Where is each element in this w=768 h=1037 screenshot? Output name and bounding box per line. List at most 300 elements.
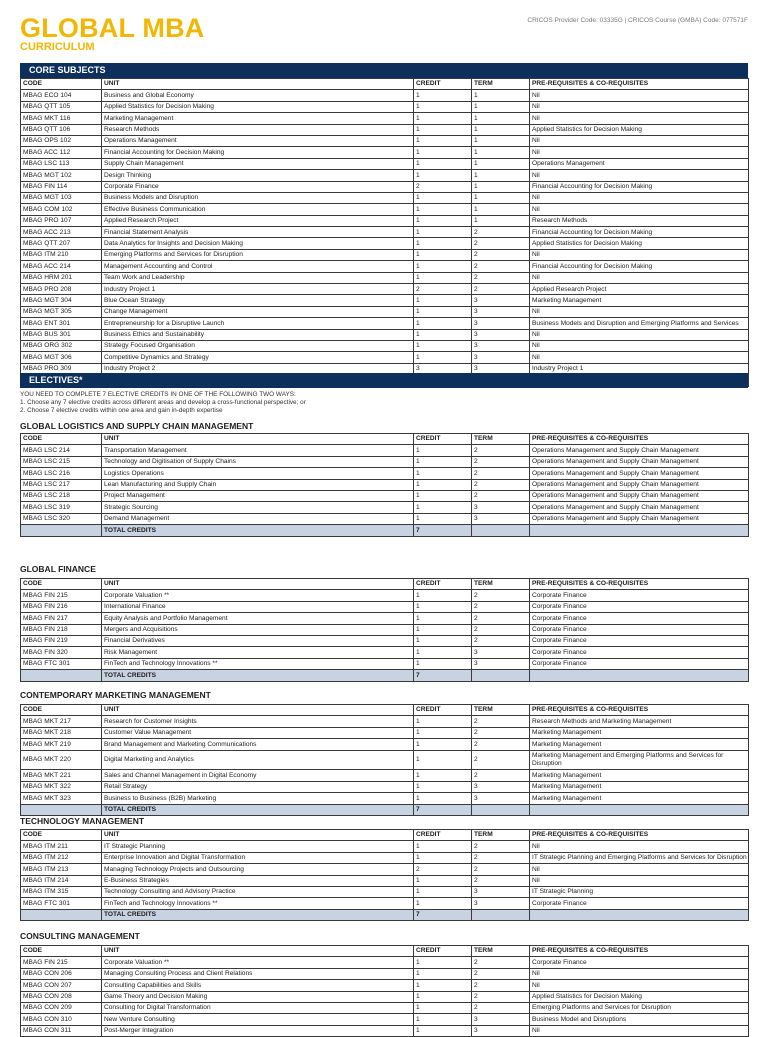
table-row — [21, 727, 749, 738]
cell-term: 3 — [472, 647, 530, 658]
table-row — [21, 624, 749, 635]
cell-unit: Strategy Focused Organisation — [102, 340, 414, 351]
cell-credit: 1 — [414, 991, 472, 1002]
cell-term: 2 — [472, 590, 530, 601]
cell-code: MBAG LSC 319 — [21, 502, 102, 513]
cell-prereq: Corporate Finance — [530, 658, 749, 669]
cell-prereq: Applied Statistics for Decision Making — [530, 124, 749, 135]
cell-code: MBAG ITM 210 — [21, 249, 102, 260]
cell-code: MBAG ORG 302 — [21, 340, 102, 351]
cell-credit: 1 — [414, 204, 472, 215]
cell-prereq: Nil — [530, 329, 749, 340]
column-header-code: CODE — [21, 946, 102, 957]
cell-prereq: Applied Statistics for Decision Making — [530, 238, 749, 249]
cell-prereq: Marketing Management — [530, 781, 749, 792]
cell-code: MBAG CON 206 — [21, 968, 102, 979]
cell-code: MBAG LSC 217 — [21, 479, 102, 490]
column-header-term: TERM — [472, 434, 530, 445]
cell-credit: 1 — [414, 886, 472, 897]
cell-term: 3 — [472, 502, 530, 513]
cell-credit: 2 — [414, 181, 472, 192]
cell-credit: 1 — [414, 340, 472, 351]
cell-prereq: Nil — [530, 306, 749, 317]
table-header-row — [21, 705, 749, 716]
total-empty-cell — [530, 525, 749, 536]
cell-unit: Industry Project 1 — [102, 284, 414, 295]
column-header-prereq: PRE-REQUISITES & CO-REQUISITES — [530, 830, 749, 841]
table-row — [21, 479, 749, 490]
cell-credit: 1 — [414, 249, 472, 260]
table-row — [21, 739, 749, 750]
cell-unit: Financial Derivatives — [102, 635, 414, 646]
total-empty-cell — [21, 909, 102, 920]
cell-term: 1 — [472, 113, 530, 124]
cell-term: 2 — [472, 1002, 530, 1013]
cell-prereq: Research Methods and Marketing Management — [530, 716, 749, 727]
cell-prereq: Nil — [530, 249, 749, 260]
cell-term: 3 — [472, 295, 530, 306]
cell-prereq: Corporate Finance — [530, 590, 749, 601]
cell-prereq: Business Model and Disruptions — [530, 1014, 749, 1025]
cell-credit: 2 — [414, 284, 472, 295]
cell-prereq: Emerging Platforms and Services for Disruption — [530, 1002, 749, 1013]
table-row — [21, 135, 749, 146]
cell-code: MBAG ACC 214 — [21, 261, 102, 272]
table-row — [21, 502, 749, 513]
cell-code: MBAG BUS 301 — [21, 329, 102, 340]
cell-term: 2 — [472, 635, 530, 646]
cell-credit: 1 — [414, 261, 472, 272]
table-row — [21, 329, 749, 340]
cell-prereq: Financial Accounting for Decision Making — [530, 181, 749, 192]
cell-credit: 1 — [414, 647, 472, 658]
cell-term: 3 — [472, 513, 530, 524]
cell-code: MBAG LSC 216 — [21, 468, 102, 479]
column-header-code: CODE — [21, 579, 102, 590]
cell-prereq: Nil — [530, 113, 749, 124]
cell-credit: 1 — [414, 793, 472, 804]
table-row — [21, 770, 749, 781]
cell-term: 3 — [472, 781, 530, 792]
table-header-row — [21, 579, 749, 590]
cell-prereq: Nil — [530, 147, 749, 158]
table-row — [21, 340, 749, 351]
cell-prereq: Corporate Finance — [530, 647, 749, 658]
cell-prereq: Operations Management and Supply Chain Management — [530, 490, 749, 501]
total-credits-row — [21, 804, 749, 815]
table-row — [21, 238, 749, 249]
cell-credit: 1 — [414, 852, 472, 863]
cell-term: 2 — [472, 841, 530, 852]
table-row — [21, 750, 749, 770]
cell-prereq: Marketing Management and Emerging Platforms and Services for Disruption — [530, 750, 749, 770]
table-row — [21, 272, 749, 283]
total-empty-cell — [472, 909, 530, 920]
cell-prereq: Operations Management and Supply Chain Management — [530, 468, 749, 479]
cell-unit: Demand Management — [102, 513, 414, 524]
cell-prereq: Nil — [530, 340, 749, 351]
cell-term: 3 — [472, 306, 530, 317]
column-header-term: TERM — [472, 946, 530, 957]
cell-prereq: Corporate Finance — [530, 898, 749, 909]
column-header-credit: CREDIT — [414, 579, 472, 590]
cell-term: 3 — [472, 352, 530, 363]
cell-credit: 1 — [414, 624, 472, 635]
column-header-credit: CREDIT — [414, 830, 472, 841]
cell-credit: 1 — [414, 750, 472, 770]
cell-unit: Marketing Management — [102, 113, 414, 124]
cell-credit: 1 — [414, 147, 472, 158]
cell-credit: 1 — [414, 590, 472, 601]
cell-prereq: Operations Management and Supply Chain Management — [530, 479, 749, 490]
cell-prereq: Corporate Finance — [530, 957, 749, 968]
cell-unit: Sales and Channel Management in Digital Economy — [102, 770, 414, 781]
cell-term: 1 — [472, 135, 530, 146]
table-row — [21, 781, 749, 792]
marketing-heading: CONTEMPORARY MARKETING MANAGEMENT — [20, 690, 211, 700]
cell-term: 1 — [472, 90, 530, 101]
cell-term: 3 — [472, 318, 530, 329]
page-header — [20, 0, 748, 62]
cell-unit: Supply Chain Management — [102, 158, 414, 169]
cell-unit: Business Models and Disruption — [102, 192, 414, 203]
cell-prereq: Operations Management — [530, 158, 749, 169]
table-row — [21, 352, 749, 363]
cell-unit: Lean Manufacturing and Supply Chain — [102, 479, 414, 490]
cell-term: 2 — [472, 613, 530, 624]
cell-credit: 2 — [414, 864, 472, 875]
cell-unit: Consulting for Digital Transformation — [102, 1002, 414, 1013]
column-header-code: CODE — [21, 705, 102, 716]
cell-prereq: Nil — [530, 170, 749, 181]
table-row — [21, 170, 749, 181]
cell-credit: 1 — [414, 513, 472, 524]
cell-term: 2 — [472, 261, 530, 272]
total-empty-cell — [530, 804, 749, 815]
cell-prereq: Nil — [530, 272, 749, 283]
cell-unit: International Finance — [102, 601, 414, 612]
table-row — [21, 295, 749, 306]
cell-credit: 1 — [414, 1002, 472, 1013]
cell-term: 2 — [472, 249, 530, 260]
cell-prereq: Corporate Finance — [530, 613, 749, 624]
cell-term: 2 — [472, 445, 530, 456]
finance-heading: GLOBAL FINANCE — [20, 564, 96, 574]
cell-code: MBAG FIN 217 — [21, 613, 102, 624]
cell-code: MBAG LSC 215 — [21, 456, 102, 467]
cell-credit: 1 — [414, 898, 472, 909]
cell-credit: 1 — [414, 727, 472, 738]
cell-term: 1 — [472, 147, 530, 158]
cell-unit: Corporate Valuation ** — [102, 957, 414, 968]
cell-credit: 1 — [414, 980, 472, 991]
column-header-prereq: PRE-REQUISITES & CO-REQUISITES — [530, 946, 749, 957]
cell-credit: 1 — [414, 215, 472, 226]
cell-credit: 1 — [414, 135, 472, 146]
column-header-unit: UNIT — [102, 79, 414, 90]
total-empty-cell — [472, 525, 530, 536]
cell-code: MBAG FIN 215 — [21, 590, 102, 601]
cell-code: MBAG FTC 301 — [21, 658, 102, 669]
cell-code: MBAG QTT 105 — [21, 101, 102, 112]
cell-term: 2 — [472, 479, 530, 490]
column-header-prereq: PRE-REQUISITES & CO-REQUISITES — [530, 79, 749, 90]
table-row — [21, 968, 749, 979]
cell-code: MBAG PRO 309 — [21, 363, 102, 374]
cell-term: 3 — [472, 329, 530, 340]
cell-term: 2 — [472, 727, 530, 738]
cell-term: 3 — [472, 658, 530, 669]
cell-unit: Brand Management and Marketing Communications — [102, 739, 414, 750]
cell-unit: Customer Value Management — [102, 727, 414, 738]
cell-term: 3 — [472, 886, 530, 897]
cell-code: MBAG COM 102 — [21, 204, 102, 215]
cell-unit: Corporate Finance — [102, 181, 414, 192]
cell-code: MBAG FIN 320 — [21, 647, 102, 658]
cell-unit: Risk Management — [102, 647, 414, 658]
cell-prereq: IT Strategic Planning and Emerging Platforms and Services for Disruption — [530, 852, 749, 863]
cell-credit: 1 — [414, 781, 472, 792]
table-row — [21, 1025, 749, 1036]
cell-code: MBAG MKT 218 — [21, 727, 102, 738]
cell-unit: IT Strategic Planning — [102, 841, 414, 852]
cell-term: 2 — [472, 875, 530, 886]
cell-credit: 1 — [414, 170, 472, 181]
cell-code: MBAG MGT 102 — [21, 170, 102, 181]
table-row — [21, 601, 749, 612]
column-header-unit: UNIT — [102, 705, 414, 716]
table-row — [21, 864, 749, 875]
cell-code: MBAG ECO 104 — [21, 90, 102, 101]
core-subjects-table — [20, 78, 749, 387]
logistics-table — [20, 433, 749, 537]
technology-heading: TECHNOLOGY MANAGEMENT — [20, 816, 145, 826]
cell-prereq: Corporate Finance — [530, 624, 749, 635]
table-row — [21, 841, 749, 852]
cell-prereq: Applied Statistics for Decision Making — [530, 991, 749, 1002]
cell-unit: Digital Marketing and Analytics — [102, 750, 414, 770]
cell-code: MBAG QTT 106 — [21, 124, 102, 135]
column-header-code: CODE — [21, 830, 102, 841]
cell-unit: Equity Analysis and Portfolio Management — [102, 613, 414, 624]
cricos-code: CRICOS Provider Code: 03335G | CRICOS Course (GMBA) Code: 077571F — [527, 17, 748, 24]
cell-prereq: Corporate Finance — [530, 635, 749, 646]
cell-credit: 1 — [414, 841, 472, 852]
marketing-table — [20, 704, 749, 816]
cell-code: MBAG LSC 214 — [21, 445, 102, 456]
cell-term: 2 — [472, 980, 530, 991]
cell-unit: New Venture Consulting — [102, 1014, 414, 1025]
total-credits-label: TOTAL CREDITS — [102, 525, 414, 536]
column-header-term: TERM — [472, 579, 530, 590]
cell-code: MBAG MKT 322 — [21, 781, 102, 792]
total-credits-value: 7 — [414, 670, 472, 681]
page-title: GLOBAL MBA — [20, 13, 205, 43]
cell-code: MBAG ITM 212 — [21, 852, 102, 863]
table-row — [21, 886, 749, 897]
total-credits-label: TOTAL CREDITS — [102, 804, 414, 815]
cell-credit: 1 — [414, 352, 472, 363]
cell-code: MBAG ITM 213 — [21, 864, 102, 875]
cell-unit: FinTech and Technology Innovations ** — [102, 658, 414, 669]
table-header-row — [21, 946, 749, 957]
cell-credit: 1 — [414, 1014, 472, 1025]
cell-credit: 1 — [414, 272, 472, 283]
total-credits-label: TOTAL CREDITS — [102, 670, 414, 681]
finance-table — [20, 578, 749, 682]
table-row — [21, 204, 749, 215]
cell-unit: Research Methods — [102, 124, 414, 135]
cell-credit: 1 — [414, 479, 472, 490]
cell-credit: 1 — [414, 101, 472, 112]
cell-credit: 1 — [414, 318, 472, 329]
cell-prereq: Industry Project 1 — [530, 363, 749, 374]
cell-unit: Applied Statistics for Decision Making — [102, 101, 414, 112]
cell-term: 1 — [472, 101, 530, 112]
column-header-credit: CREDIT — [414, 705, 472, 716]
cell-code: MBAG MGT 103 — [21, 192, 102, 203]
cell-credit: 1 — [414, 329, 472, 340]
cell-code: MBAG ITM 214 — [21, 875, 102, 886]
cell-term: 2 — [472, 864, 530, 875]
cell-code: MBAG FIN 218 — [21, 624, 102, 635]
table-row — [21, 647, 749, 658]
cell-term: 2 — [472, 716, 530, 727]
cell-code: MBAG MGT 305 — [21, 306, 102, 317]
cell-credit: 1 — [414, 875, 472, 886]
cell-code: MBAG CON 209 — [21, 1002, 102, 1013]
cell-prereq: Nil — [530, 192, 749, 203]
table-row — [21, 658, 749, 669]
cell-prereq: Nil — [530, 864, 749, 875]
cell-term: 1 — [472, 170, 530, 181]
total-credits-row — [21, 909, 749, 920]
total-credits-value: 7 — [414, 525, 472, 536]
cell-code: MBAG MGT 304 — [21, 295, 102, 306]
total-empty-cell — [472, 670, 530, 681]
cell-credit: 1 — [414, 124, 472, 135]
table-row — [21, 793, 749, 804]
table-row — [21, 158, 749, 169]
column-header-prereq: PRE-REQUISITES & CO-REQUISITES — [530, 579, 749, 590]
cell-prereq: Nil — [530, 980, 749, 991]
cell-prereq: Operations Management and Supply Chain Management — [530, 502, 749, 513]
cell-term: 2 — [472, 957, 530, 968]
table-row — [21, 113, 749, 124]
column-header-prereq: PRE-REQUISITES & CO-REQUISITES — [530, 434, 749, 445]
table-header-row — [21, 830, 749, 841]
cell-code: MBAG MKT 217 — [21, 716, 102, 727]
total-credits-row — [21, 670, 749, 681]
cell-credit: 1 — [414, 968, 472, 979]
cell-credit: 1 — [414, 502, 472, 513]
cell-prereq: Nil — [530, 90, 749, 101]
curriculum-page — [20, 0, 748, 1035]
table-row — [21, 306, 749, 317]
cell-unit: Enterprise Innovation and Digital Transformation — [102, 852, 414, 863]
cell-term: 1 — [472, 124, 530, 135]
cell-unit: Transportation Management — [102, 445, 414, 456]
cell-code: MBAG QTT 207 — [21, 238, 102, 249]
cell-credit: 1 — [414, 739, 472, 750]
column-header-prereq: PRE-REQUISITES & CO-REQUISITES — [530, 705, 749, 716]
cell-prereq: Marketing Management — [530, 793, 749, 804]
cell-unit: Strategic Sourcing — [102, 502, 414, 513]
cell-term: 3 — [472, 340, 530, 351]
cell-prereq: IT Strategic Planning — [530, 886, 749, 897]
table-row — [21, 181, 749, 192]
table-header-row — [21, 79, 749, 90]
table-row — [21, 101, 749, 112]
cell-credit: 1 — [414, 468, 472, 479]
table-row — [21, 147, 749, 158]
cell-credit: 1 — [414, 957, 472, 968]
cell-term: 2 — [472, 227, 530, 238]
cell-unit: Team Work and Leadership — [102, 272, 414, 283]
cell-code: MBAG FIN 215 — [21, 957, 102, 968]
cell-prereq: Nil — [530, 875, 749, 886]
electives-option-2: 2. Choose 7 elective credits within one area and gain in-depth expertise — [20, 407, 223, 414]
column-header-credit: CREDIT — [414, 79, 472, 90]
table-row — [21, 875, 749, 886]
cell-term: 3 — [472, 793, 530, 804]
total-credits-row — [21, 525, 749, 536]
cell-term: 2 — [472, 991, 530, 1002]
table-row — [21, 991, 749, 1002]
cell-term: 1 — [472, 215, 530, 226]
cell-unit: Entrepreneurship for a Disruptive Launch — [102, 318, 414, 329]
cell-credit: 1 — [414, 635, 472, 646]
cell-term: 2 — [472, 852, 530, 863]
table-row — [21, 192, 749, 203]
cell-unit: Business to Business (B2B) Marketing — [102, 793, 414, 804]
table-row — [21, 456, 749, 467]
cell-prereq: Nil — [530, 1025, 749, 1036]
cell-credit: 1 — [414, 1025, 472, 1036]
table-row — [21, 513, 749, 524]
cell-code: MBAG CON 310 — [21, 1014, 102, 1025]
column-header-unit: UNIT — [102, 830, 414, 841]
cell-prereq: Marketing Management — [530, 727, 749, 738]
total-empty-cell — [21, 804, 102, 815]
cell-code: MBAG PRO 208 — [21, 284, 102, 295]
cell-unit: Corporate Valuation ** — [102, 590, 414, 601]
cell-code: MBAG OPS 102 — [21, 135, 102, 146]
cell-term: 2 — [472, 624, 530, 635]
cell-term: 1 — [472, 192, 530, 203]
column-header-unit: UNIT — [102, 946, 414, 957]
cell-term: 2 — [472, 238, 530, 249]
table-row — [21, 261, 749, 272]
cell-prereq: Nil — [530, 204, 749, 215]
core-subjects-bar — [20, 63, 748, 78]
cell-prereq: Financial Accounting for Decision Making — [530, 261, 749, 272]
cell-unit: Data Analytics for Insights and Decision Making — [102, 238, 414, 249]
cell-unit: Technology Consulting and Advisory Practice — [102, 886, 414, 897]
cell-prereq: Operations Management and Supply Chain Management — [530, 456, 749, 467]
cell-unit: Managing Consulting Process and Client Relations — [102, 968, 414, 979]
cell-prereq: Marketing Management — [530, 739, 749, 750]
table-row — [21, 215, 749, 226]
cell-prereq: Applied Research Project — [530, 284, 749, 295]
cell-unit: Business Ethics and Sustainability — [102, 329, 414, 340]
cell-unit: Design Thinking — [102, 170, 414, 181]
column-header-credit: CREDIT — [414, 434, 472, 445]
cell-code: MBAG FIN 114 — [21, 181, 102, 192]
cell-unit: Emerging Platforms and Services for Disruption — [102, 249, 414, 260]
technology-table — [20, 829, 749, 921]
cell-unit: Industry Project 2 — [102, 363, 414, 374]
